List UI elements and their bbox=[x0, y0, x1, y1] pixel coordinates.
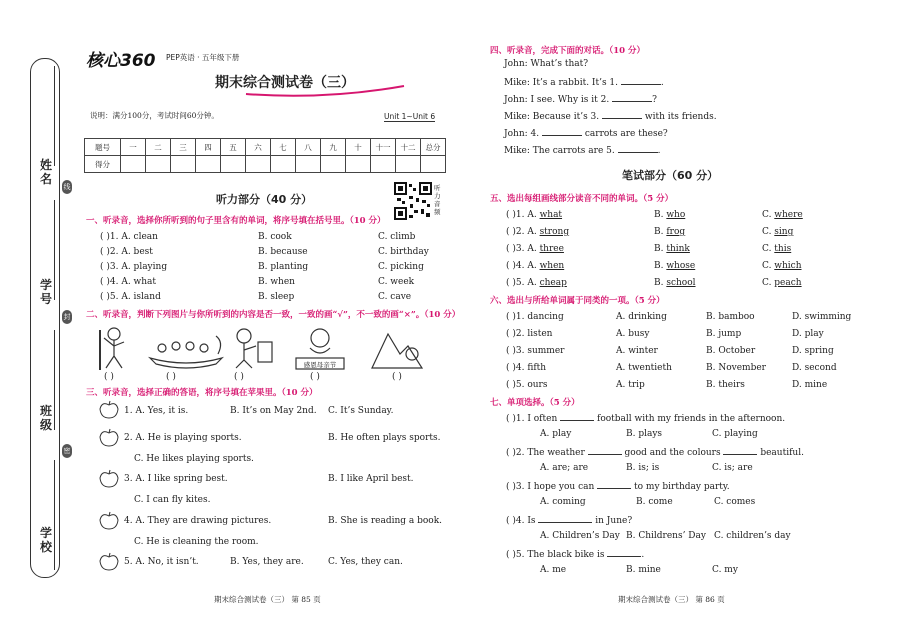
option-b: B. bamboo bbox=[706, 312, 755, 322]
score-table bbox=[84, 138, 446, 173]
option-c: C. where bbox=[762, 210, 803, 220]
answer-blank[interactable] bbox=[621, 76, 661, 85]
apple-icon[interactable] bbox=[98, 469, 120, 489]
option-c: C. is; are bbox=[712, 463, 753, 473]
school-label: 学校 bbox=[39, 526, 52, 554]
answer-blank[interactable] bbox=[723, 446, 757, 455]
apple-icon[interactable] bbox=[98, 400, 120, 420]
unit-range: Unit 1~Unit 6 bbox=[384, 112, 436, 121]
list-item: 3. A. I like spring best. bbox=[124, 474, 228, 484]
list-item: ( )1. I often football with my friends in the afternoon. bbox=[506, 414, 786, 424]
answer-blank[interactable] bbox=[560, 412, 594, 421]
binding-mark-seal: 封 bbox=[62, 310, 72, 324]
option-c: C. He likes playing sports. bbox=[134, 454, 254, 464]
dialogue-line: John: I see. Why is it 2. ? bbox=[504, 95, 657, 105]
score-cell[interactable] bbox=[196, 156, 221, 173]
option-b: B. planting bbox=[258, 262, 309, 272]
list-item: 2. A. He is playing sports. bbox=[124, 433, 242, 443]
answer-blank[interactable] bbox=[602, 110, 642, 119]
name-label: 姓名 bbox=[39, 158, 52, 186]
option-d: D. spring bbox=[792, 346, 834, 356]
option-a: A. play bbox=[540, 429, 572, 439]
apple-icon[interactable] bbox=[98, 428, 120, 448]
option-b: B. sleep bbox=[258, 292, 295, 302]
option-c: C. picking bbox=[378, 262, 424, 272]
answer-blank[interactable] bbox=[538, 514, 592, 523]
picture-5-bracket[interactable]: ( ) bbox=[392, 372, 402, 382]
table-cell: 五 bbox=[221, 139, 246, 156]
score-table-header-row bbox=[85, 139, 446, 156]
option-b: B. November bbox=[706, 363, 766, 373]
option-b: B. I like April best. bbox=[328, 474, 414, 484]
dialogue-line: Mike: It’s a rabbit. It’s 1. . bbox=[504, 78, 664, 88]
score-table-score-row bbox=[85, 156, 446, 173]
binding-mark-secret: 密 bbox=[62, 444, 72, 458]
option-b: B. come bbox=[636, 497, 673, 507]
section-4-title: 四、听录音，完成下面的对话。（10 分） bbox=[490, 46, 646, 56]
list-item: 5. A. No, it isn’t. bbox=[124, 557, 199, 567]
table-cell: 三 bbox=[171, 139, 196, 156]
footer-right: 期末综合测试卷（三） 第 86 页 bbox=[618, 595, 725, 604]
answer-blank[interactable] bbox=[618, 144, 658, 153]
option-b: B. because bbox=[258, 247, 308, 257]
dialogue-line: John: What’s that? bbox=[504, 59, 589, 69]
option-b: B. whose bbox=[654, 261, 696, 271]
list-item: ( )3. A. three bbox=[506, 244, 564, 254]
section-5-title: 五、选出每组画线部分读音不同的单词。（5 分） bbox=[490, 194, 674, 204]
answer-blank[interactable] bbox=[588, 446, 622, 455]
answer-blank[interactable] bbox=[607, 548, 641, 557]
option-b: B. when bbox=[258, 277, 295, 287]
list-item: ( )3. summer bbox=[506, 346, 565, 356]
table-cell: 十 bbox=[346, 139, 371, 156]
exam-title: 期末综合测试卷（三） bbox=[215, 75, 355, 91]
option-c: C. playing bbox=[712, 429, 758, 439]
option-a: A. are; are bbox=[540, 463, 589, 473]
option-b: B. jump bbox=[706, 329, 742, 339]
score-cell[interactable] bbox=[321, 156, 346, 173]
number-line bbox=[54, 200, 55, 300]
option-a: A. trip bbox=[616, 380, 645, 390]
dialogue-line: John: 4. carrots are these? bbox=[504, 129, 668, 139]
score-cell[interactable] bbox=[121, 156, 146, 173]
option-a: A. busy bbox=[616, 329, 650, 339]
option-c: C. peach bbox=[762, 278, 802, 288]
list-item: ( )5. ours bbox=[506, 380, 548, 390]
option-b: B. She is reading a book. bbox=[328, 516, 443, 526]
book-subtitle: PEP英语 · 五年级下册 bbox=[166, 53, 240, 62]
table-cell: 十二 bbox=[396, 139, 421, 156]
option-c: C. birthday bbox=[378, 247, 429, 257]
mountain-picture bbox=[372, 334, 422, 368]
section-3-title: 三、听录音，选择正确的答语，将序号填在苹果里。（10 分） bbox=[86, 388, 318, 398]
section-6-title: 六、选出与所给单词属于同类的一项。（5 分） bbox=[490, 296, 665, 306]
dialogue-line: Mike: The carrots are 5. . bbox=[504, 146, 661, 156]
climbing-boy-picture bbox=[100, 328, 124, 370]
section-7-title: 七、单项选择。（5 分） bbox=[490, 398, 580, 408]
option-d: D. swimming bbox=[792, 312, 852, 322]
option-c: C. I can fly kites. bbox=[134, 495, 211, 505]
list-item: ( )4. fifth bbox=[506, 363, 547, 373]
school-line bbox=[54, 460, 55, 570]
option-b: B. Yes, they are. bbox=[230, 557, 304, 567]
score-cell[interactable] bbox=[371, 156, 396, 173]
dialogue-line: Mike: Because it’s 3. with its friends. bbox=[504, 112, 717, 122]
table-cell: 九 bbox=[321, 139, 346, 156]
option-b: B. mine bbox=[626, 565, 661, 575]
option-b: B. It’s on May 2nd. bbox=[230, 406, 317, 416]
score-cell[interactable] bbox=[271, 156, 296, 173]
option-a: A. drinking bbox=[616, 312, 667, 322]
class-line bbox=[54, 330, 55, 430]
list-item: ( )4. A. when bbox=[506, 261, 565, 271]
list-item: 1. A. Yes, it is. bbox=[124, 406, 189, 416]
list-item: ( )5. A. cheap bbox=[506, 278, 567, 288]
list-item: ( )4. A. what bbox=[100, 277, 157, 287]
list-item: ( )2. The weather good and the colours beautiful. bbox=[506, 448, 804, 458]
table-cell: 一 bbox=[121, 139, 146, 156]
option-c: C. which bbox=[762, 261, 802, 271]
score-cell[interactable] bbox=[221, 156, 246, 173]
footer-left: 期末综合测试卷（三） 第 85 页 bbox=[214, 595, 321, 604]
table-cell: 十一 bbox=[371, 139, 396, 156]
table-cell: 六 bbox=[246, 139, 271, 156]
option-c: C. climb bbox=[378, 232, 416, 242]
score-cell[interactable] bbox=[296, 156, 321, 173]
option-b: B. theirs bbox=[706, 380, 745, 390]
picture-1-bracket[interactable]: ( ) bbox=[104, 372, 114, 382]
option-a: A. twentieth bbox=[616, 363, 672, 373]
option-c: C. cave bbox=[378, 292, 412, 302]
table-cell: 七 bbox=[271, 139, 296, 156]
table-cell: 八 bbox=[296, 139, 321, 156]
answer-blank[interactable] bbox=[597, 480, 631, 489]
option-b: B. cook bbox=[258, 232, 292, 242]
apple-icon[interactable] bbox=[98, 511, 120, 531]
table-cell: 四 bbox=[196, 139, 221, 156]
option-b: B. Childrens’ Day bbox=[626, 531, 706, 541]
list-item: ( )1. A. clean bbox=[100, 232, 158, 242]
option-b: B. is; is bbox=[626, 463, 660, 473]
writing-title: 笔试部分（60 分） bbox=[622, 169, 719, 182]
score-cell[interactable] bbox=[346, 156, 371, 173]
answer-blank[interactable] bbox=[612, 93, 652, 102]
option-c: C. It’s Sunday. bbox=[328, 406, 394, 416]
option-b: B. school bbox=[654, 278, 696, 288]
option-b: B. October bbox=[706, 346, 756, 356]
picture-3-bracket[interactable]: ( ) bbox=[234, 372, 244, 382]
listening-title: 听力部分（40 分） bbox=[216, 193, 313, 206]
class-label: 班级 bbox=[39, 404, 52, 432]
name-line bbox=[54, 66, 55, 166]
list-item: ( )5. The black bike is . bbox=[506, 550, 645, 560]
option-d: D. mine bbox=[792, 380, 828, 390]
exam-note: 说明：满分100分，考试时间60分钟。 bbox=[90, 111, 219, 120]
picture-2-bracket[interactable]: ( ) bbox=[166, 372, 176, 382]
student-number-label: 学号 bbox=[39, 278, 52, 306]
option-b: B. He often plays sports. bbox=[328, 433, 441, 443]
option-a: A. Children’s Day bbox=[540, 531, 620, 541]
score-cell[interactable] bbox=[396, 156, 421, 173]
section-2-title: 二、听录音，判断下列图片与你所听到的内容是否一致，一致的画“√”，不一致的画“×”。（10 分） bbox=[86, 310, 461, 320]
list-item: ( )5. A. island bbox=[100, 292, 161, 302]
cooking-picture bbox=[236, 329, 272, 368]
list-item: ( )3. I hope you can to my birthday party. bbox=[506, 482, 730, 492]
option-b: B. who bbox=[654, 210, 686, 220]
table-cell: 二 bbox=[146, 139, 171, 156]
mothers-day-sign: 感恩母亲节 bbox=[303, 361, 337, 369]
option-c: C. week bbox=[378, 277, 415, 287]
list-item: ( )2. listen bbox=[506, 329, 553, 339]
list-item: 4. A. They are drawing pictures. bbox=[124, 516, 272, 526]
table-cell: 得分 bbox=[85, 156, 121, 173]
apple-icon[interactable] bbox=[98, 552, 120, 572]
score-cell[interactable] bbox=[421, 156, 446, 173]
score-cell[interactable] bbox=[246, 156, 271, 173]
list-item: ( )2. A. strong bbox=[506, 227, 570, 237]
option-d: D. play bbox=[792, 329, 824, 339]
list-item: ( )1. A. what bbox=[506, 210, 563, 220]
list-item: ( )2. A. best bbox=[100, 247, 153, 257]
list-item: ( )4. Is in June? bbox=[506, 516, 633, 526]
answer-blank[interactable] bbox=[542, 127, 582, 136]
option-b: B. think bbox=[654, 244, 690, 254]
picture-4-bracket[interactable]: ( ) bbox=[310, 372, 320, 382]
table-cell: 题号 bbox=[85, 139, 121, 156]
binding-mark-line: 线 bbox=[62, 180, 72, 194]
binding-strip bbox=[30, 58, 60, 578]
listening-pictures bbox=[96, 324, 436, 372]
score-cell[interactable] bbox=[171, 156, 196, 173]
option-c: C. Yes, they can. bbox=[328, 557, 403, 567]
option-d: D. second bbox=[792, 363, 837, 373]
option-c: C. comes bbox=[714, 497, 756, 507]
option-b: B. plays bbox=[626, 429, 663, 439]
list-item: ( )1. dancing bbox=[506, 312, 564, 322]
option-c: C. my bbox=[712, 565, 738, 575]
option-c: C. sing bbox=[762, 227, 794, 237]
option-a: A. winter bbox=[616, 346, 658, 356]
qr-code-icon[interactable] bbox=[394, 182, 432, 220]
option-c: C. children’s day bbox=[714, 531, 791, 541]
list-item: ( )3. A. playing bbox=[100, 262, 168, 272]
option-c: C. He is cleaning the room. bbox=[134, 537, 259, 547]
option-c: C. this bbox=[762, 244, 792, 254]
option-a: A. me bbox=[540, 565, 567, 575]
table-cell: 总分 bbox=[421, 139, 446, 156]
brand-logo: 核心360 bbox=[86, 51, 156, 71]
qr-caption: 听力音频 bbox=[434, 184, 441, 216]
score-cell[interactable] bbox=[146, 156, 171, 173]
section-1-title: 一、听录音，选择你所听到的句子里含有的单词，将序号填在括号里。（10 分） bbox=[86, 216, 386, 226]
option-b: B. frog bbox=[654, 227, 686, 237]
dragon-boat-picture bbox=[150, 336, 222, 368]
option-a: A. coming bbox=[540, 497, 586, 507]
